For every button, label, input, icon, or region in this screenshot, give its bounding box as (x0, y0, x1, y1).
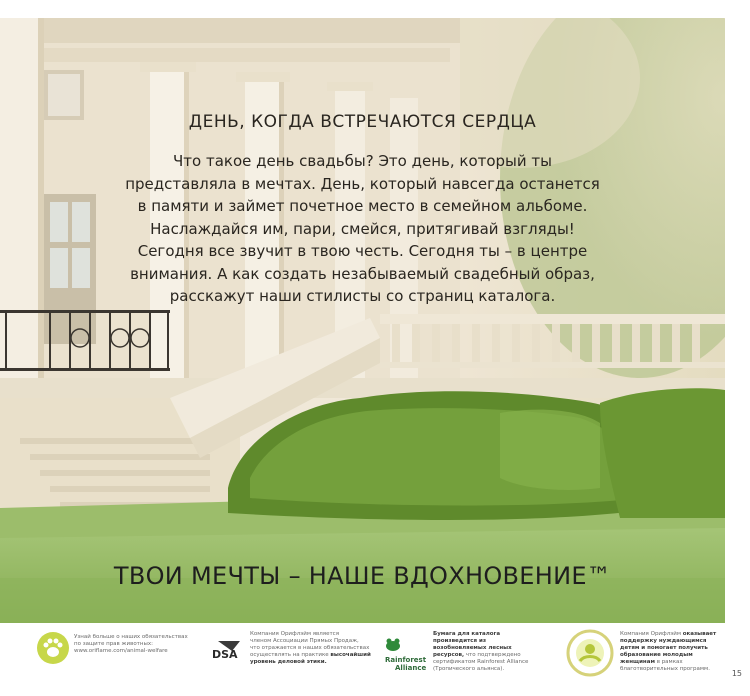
foundation-text (620, 631, 716, 673)
dsa-line: членом Ассоциации Прямых Продаж, (250, 638, 359, 644)
rainforest-text-bold: произведится из (433, 638, 487, 644)
photo-illustration (0, 18, 725, 623)
animal-line: по защите прав животных: (74, 641, 153, 647)
rainforest-line (433, 638, 528, 645)
dsa-block (210, 631, 371, 666)
rainforest-text-bold: Бумага для каталога (433, 631, 501, 637)
intro-paragraph (100, 150, 625, 308)
dsa-line (250, 659, 371, 666)
frog-icon (385, 638, 401, 652)
foundation-text-part: в рамках (654, 659, 683, 665)
dsa-line (250, 652, 371, 659)
intro-line: Что такое день свадьбы? Это день, который ты (172, 152, 552, 170)
dsa-text-part: осуществлять на практике (250, 652, 331, 658)
rainforest-line: (Тропического альянса). (433, 666, 505, 672)
mansion-garden-photo (0, 18, 725, 623)
footer (0, 623, 750, 696)
dsa-line: что отражается в наших обязательствах (250, 645, 370, 651)
rainforest-logo-text: Alliance (395, 664, 427, 672)
dsa-text-bold: уровень деловой этики. (250, 659, 327, 665)
dsa-line: Компания Орифлэйм является (250, 631, 340, 637)
dsa-text (250, 631, 371, 666)
intro-line: представляла в мечтах. День, который навсегда останется (125, 174, 600, 193)
rainforest-text-bold: ресурсов, (433, 652, 465, 658)
rainforest-block (385, 631, 528, 673)
animal-welfare-block (36, 631, 188, 665)
slogan: ТВОИ МЕЧТЫ – НАШЕ ВДОХНОВЕНИЕ™ (113, 562, 612, 590)
foundation-text-bold: образование молодым (620, 652, 693, 658)
intro-line: Сегодня все звучит в твою честь. Сегодня ты – в центре (137, 242, 588, 260)
foundation-line (620, 631, 716, 638)
rainforest-line (433, 645, 528, 652)
foundation-text-part: Компания Орифлэйм (620, 631, 683, 637)
rainforest-logo (385, 637, 431, 672)
paw-icon (36, 631, 70, 665)
dsa-text-bold: высочайший (330, 652, 371, 658)
intro-line: Наслаждайся им, пари, смейся, притягивай взгляды! (150, 219, 575, 238)
foundation-line (620, 652, 716, 659)
foundation-text-bold: поддержку нуждающимся (620, 638, 707, 644)
animal-line: Узнай больше о наших обязательствах (74, 634, 188, 640)
headline: ДЕНЬ, КОГДА ВСТРЕЧАЮТСЯ СЕРДЦА (188, 112, 537, 132)
foundation-line (620, 645, 716, 652)
foundation-text-bold: оказывает (682, 631, 717, 637)
animal-welfare-link[interactable]: www.oriflame.com/animal-welfare (74, 648, 168, 654)
rainforest-logo-text: Rainforest (385, 656, 427, 664)
intro-line: внимания. А как создать незабываемый свадебный образ, (130, 264, 595, 283)
dsa-logo (210, 639, 246, 663)
intro-line: расскажут наши стилисты со страниц каталога. (169, 287, 556, 305)
foundation-logo-icon (566, 629, 614, 677)
foundation-text-bold: детям и помогает получить (620, 645, 708, 651)
page-number: 15 (731, 669, 742, 678)
rainforest-text (433, 631, 528, 673)
rainforest-line: сертификатом Rainforest Alliance (433, 659, 529, 665)
foundation-line: благотворительных программ. (620, 666, 710, 672)
foundation-line (620, 659, 716, 666)
rainforest-text-bold: возобновляемых лесных (433, 645, 512, 651)
foundation-block (566, 631, 716, 677)
rainforest-line (433, 652, 528, 659)
dsa-logo-text: DSA (212, 648, 238, 661)
foundation-text-bold: женщинам (620, 659, 655, 665)
foundation-line (620, 638, 716, 645)
animal-welfare-text (74, 634, 188, 655)
rainforest-line (433, 631, 528, 638)
intro-line: в памяти и займет почетное место в семейном альбоме. (137, 197, 588, 215)
rainforest-text-part: что подтверждено (464, 652, 521, 658)
